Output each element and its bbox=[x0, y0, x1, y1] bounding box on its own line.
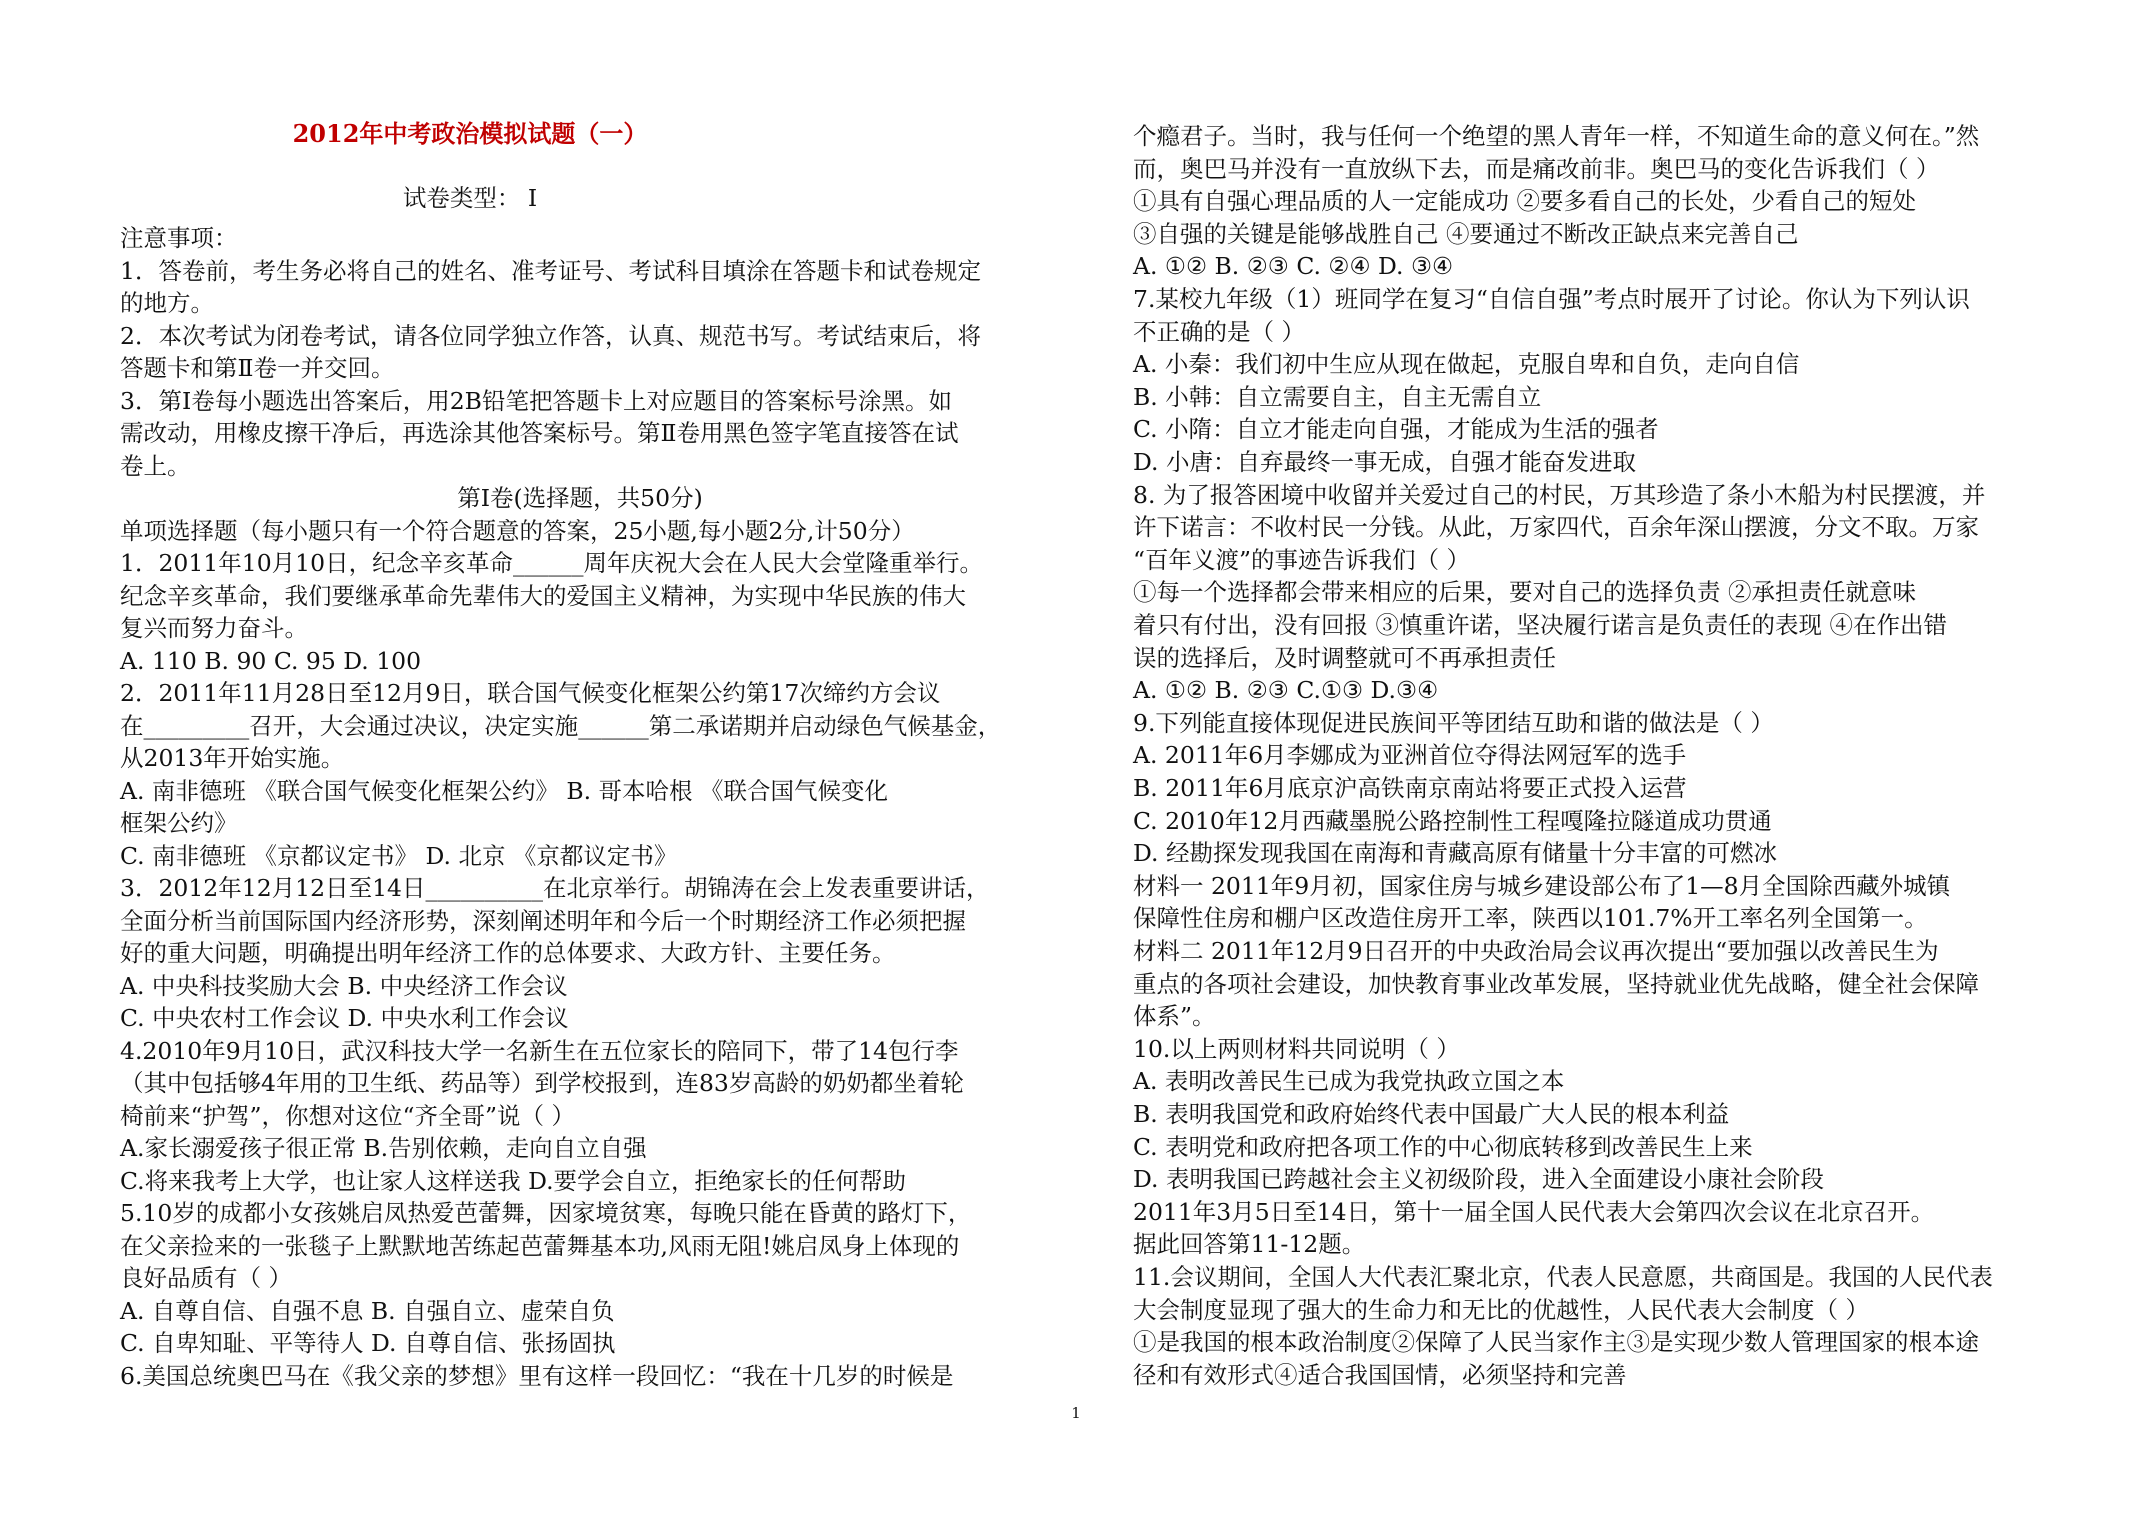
text-line: 10.以上两则材料共同说明（ ） bbox=[1133, 1034, 1460, 1063]
text-line: A. ①② B. ②③ C. ②④ D. ③④ bbox=[1133, 252, 1454, 281]
text-line: 纪念辛亥革命，我们要继承革命先辈伟大的爱国主义精神，为实现中华民族的伟大 bbox=[120, 581, 966, 610]
text-line: 着只有付出，没有回报 ③慎重许诺，坚决履行诺言是负责任的表现 ④在作出错 bbox=[1133, 611, 1947, 639]
text-line: 误的选择后，及时调整就可不再承担责任 bbox=[1133, 643, 1556, 672]
text-line: D. 经勘探发现我国在南海和青藏高原有储量十分丰富的可燃冰 bbox=[1133, 839, 1777, 868]
text-line: 据此回答第11-12题。 bbox=[1133, 1230, 1366, 1259]
text-line: 椅前来“护驾”，你想对这位“齐全哥”说（ ） bbox=[120, 1101, 576, 1130]
text-line: 单项选择题（每小题只有一个符合题意的答案，25小题,每小题2分,计50分） bbox=[120, 516, 915, 545]
text-line: 卷上。 bbox=[120, 451, 191, 480]
text-line: 许下诺言：不收村民一分钱。从此，万家四代，百余年深山摆渡，分文不取。万家 bbox=[1133, 513, 1979, 542]
text-line: 在_________召开，大会通过决议，决定实施______第二承诺期并启动绿色气候基金， bbox=[120, 711, 1002, 740]
text-line: A. 表明改善民生已成为我党执政立国之本 bbox=[1133, 1067, 1565, 1096]
text-line: 径和有效形式④适合我国国情，必须坚持和完善 bbox=[1133, 1360, 1627, 1389]
text-line: 大会制度显现了强大的生命力和无比的优越性，人民代表大会制度（ ） bbox=[1133, 1295, 1869, 1324]
text-line: A.家长溺爱孩子很正常 B.告别依赖，走向自立自强 bbox=[120, 1134, 647, 1162]
text-line: C. 自卑知耻、平等待人 D. 自尊自信、张扬固执 bbox=[120, 1329, 616, 1357]
text-line: 4.2010年9月10日，武汉科技大学一名新生在五位家长的陪同下，带了14包行李 bbox=[120, 1036, 959, 1065]
text-line: 注意事项： bbox=[120, 224, 238, 252]
text-line: 不正确的是（ ） bbox=[1133, 317, 1305, 346]
text-line: 良好品质有（ ） bbox=[120, 1264, 292, 1292]
text-line: A. 中央科技奖励大会 B. 中央经济工作会议 bbox=[120, 971, 568, 1000]
text-line: 3．2012年12月12日至14日__________在北京举行。胡锦涛在会上发表重要讲话， bbox=[120, 874, 990, 902]
text-line: A. 小秦：我们初中生应从现在做起，克服自卑和自负，走向自信 bbox=[1133, 350, 1800, 379]
text-line: 答题卡和第Ⅱ卷一并交回。 bbox=[120, 354, 395, 382]
text-line: 第Ⅰ卷(选择题，共50分) bbox=[457, 484, 703, 512]
text-line: ①每一个选择都会带来相应的后果，要对自己的选择负责 ②承担责任就意味 bbox=[1133, 578, 1916, 607]
text-line: 1．2011年10月10日，纪念辛亥革命______周年庆祝大会在人民大会堂隆重举行。 bbox=[120, 549, 984, 577]
page-title: 2012年中考政治模拟试题（一） bbox=[292, 119, 648, 148]
text-line: 复兴而努力奋斗。 bbox=[120, 614, 308, 642]
text-line: 体系”。 bbox=[1133, 1002, 1216, 1031]
text-line: 材料一 2011年9月初，国家住房与城乡建设部公布了1—8月全国除西藏外城镇 bbox=[1133, 871, 1951, 900]
text-line: A. 自尊自信、自强不息 B. 自强自立、虚荣自负 bbox=[120, 1296, 615, 1325]
text-line: 3．第Ⅰ卷每小题选出答案后，用2B铅笔把答题卡上对应题目的答案标号涂黑。如 bbox=[120, 386, 952, 415]
text-line: D. 表明我国已跨越社会主义初级阶段，进入全面建设小康社会阶段 bbox=[1133, 1165, 1824, 1194]
text-line: 9.下列能直接体现促进民族间平等团结互助和谐的做法是（ ） bbox=[1133, 708, 1774, 737]
text-line: 2．本次考试为闭卷考试，请各位同学独立作答，认真、规范书写。考试结束后，将 bbox=[120, 321, 981, 350]
text-line: 而，奥巴马并没有一直放纵下去，而是痛改前非。奥巴马的变化告诉我们（ ） bbox=[1133, 154, 1940, 183]
text-line: 2011年3月5日至14日，第十一届全国人民代表大会第四次会议在北京召开。 bbox=[1133, 1197, 1935, 1226]
text-line: ①是我国的根本政治制度②保障了人民当家作主③是实现少数人管理国家的根本途 bbox=[1133, 1328, 1979, 1357]
text-line: 7.某校九年级（1）班同学在复习“自信自强”考点时展开了讨论。你认为下列认识 bbox=[1133, 285, 1970, 313]
text-line: 需改动，用橡皮擦干净后，再选涂其他答案标号。第Ⅱ卷用黑色签字笔直接答在试 bbox=[120, 419, 959, 447]
text-line: ③自强的关键是能够战胜自己 ④要通过不断改正缺点来完善自己 bbox=[1133, 219, 1799, 248]
text-line: 在父亲捡来的一张毯子上默默地苦练起芭蕾舞基本功,风雨无阻!姚启凤身上体现的 bbox=[120, 1231, 960, 1260]
text-line: D. 小唐：自弃最终一事无成，自强才能奋发进取 bbox=[1133, 448, 1636, 476]
paper-type: 试卷类型： Ⅰ bbox=[402, 184, 538, 212]
text-line: B. 小韩：自立需要自主，自主无需自立 bbox=[1133, 382, 1542, 411]
text-line: C.将来我考上大学，也让家人这样送我 D.要学会自立，拒绝家长的任何帮助 bbox=[120, 1166, 907, 1195]
text-line: 8. 为了报答困境中收留并关爱过自己的村民，万其珍造了条小木船为村民摆渡，并 bbox=[1133, 480, 1986, 509]
text-line: 5.10岁的成都小女孩姚启凤热爱芭蕾舞，因家境贫寒，每晚只能在昏黄的路灯下， bbox=[120, 1199, 972, 1227]
text-line: C. 中央农村工作会议 D. 中央水利工作会议 bbox=[120, 1004, 569, 1032]
text-line: 框架公约》 bbox=[120, 809, 238, 837]
text-line: A. 2011年6月李娜成为亚洲首位夺得法网冠军的选手 bbox=[1133, 741, 1687, 770]
text-line: C. 2010年12月西藏墨脱公路控制性工程嘎隆拉隧道成功贯通 bbox=[1133, 806, 1772, 835]
text-line: A. 110 B. 90 C. 95 D. 100 bbox=[120, 646, 422, 675]
text-line: 全面分析当前国际国内经济形势，深刻阐述明年和今后一个时期经济工作必须把握 bbox=[120, 906, 966, 935]
text-line: C. 南非德班 《京都议定书》 D. 北京 《京都议定书》 bbox=[120, 841, 678, 870]
text-line: 的地方。 bbox=[120, 289, 214, 317]
text-line: “百年义渡”的事迹告诉我们（ ） bbox=[1133, 545, 1470, 574]
text-line: ①具有自强心理品质的人一定能成功 ②要多看自己的长处，少看自己的短处 bbox=[1133, 187, 1916, 216]
text-line: 从2013年开始实施。 bbox=[120, 744, 345, 772]
text-line: 重点的各项社会建设，加快教育事业改革发展，坚持就业优先战略，健全社会保障 bbox=[1133, 969, 1979, 998]
text-line: 材料二 2011年12月9日召开的中央政治局会议再次提出“要加强以改善民生为 bbox=[1133, 937, 1939, 965]
text-line: （其中包括够4年用的卫生纸、药品等）到学校报到，连83岁高龄的奶奶都坐着轮 bbox=[120, 1069, 964, 1097]
text-line: B. 2011年6月底京沪高铁南京南站将要正式投入运营 bbox=[1133, 774, 1687, 802]
text-line: B. 表明我国党和政府始终代表中国最广大人民的根本利益 bbox=[1133, 1100, 1730, 1128]
text-line: C. 小隋：自立才能走向自强，才能成为生活的强者 bbox=[1133, 415, 1659, 444]
text-line: 2．2011年11月28日至12月9日，联合国气候变化框架公约第17次缔约方会议 bbox=[120, 679, 941, 707]
page-number: 1 bbox=[1071, 1404, 1081, 1422]
text-line: 11.会议期间，全国人大代表汇聚北京，代表人民意愿，共商国是。我国的人民代表 bbox=[1133, 1263, 1993, 1291]
text-line: A. ①② B. ②③ C.①③ D.③④ bbox=[1133, 676, 1439, 705]
text-line: 保障性住房和棚户区改造住房开工率，陕西以101.7%开工率名列全国第一。 bbox=[1133, 904, 1928, 933]
text-line: A. 南非德班 《联合国气候变化框架公约》 B. 哥本哈根 《联合国气候变化 bbox=[120, 776, 889, 805]
text-line: 个瘾君子。当时，我与任何一个绝望的黑人青年一样，不知道生命的意义何在。”然 bbox=[1133, 122, 1980, 150]
text-line: C. 表明党和政府把各项工作的中心彻底转移到改善民生上来 bbox=[1133, 1132, 1753, 1161]
text-line: 1．答卷前，考生务必将自己的姓名、准考证号、考试科目填涂在答题卡和试卷规定 bbox=[120, 256, 981, 285]
text-line: 6.美国总统奥巴马在《我父亲的梦想》里有这样一段回忆：“我在十几岁的时候是 bbox=[120, 1361, 954, 1390]
text-line: 好的重大问题，明确提出明年经济工作的总体要求、大政方针、主要任务。 bbox=[120, 939, 896, 967]
